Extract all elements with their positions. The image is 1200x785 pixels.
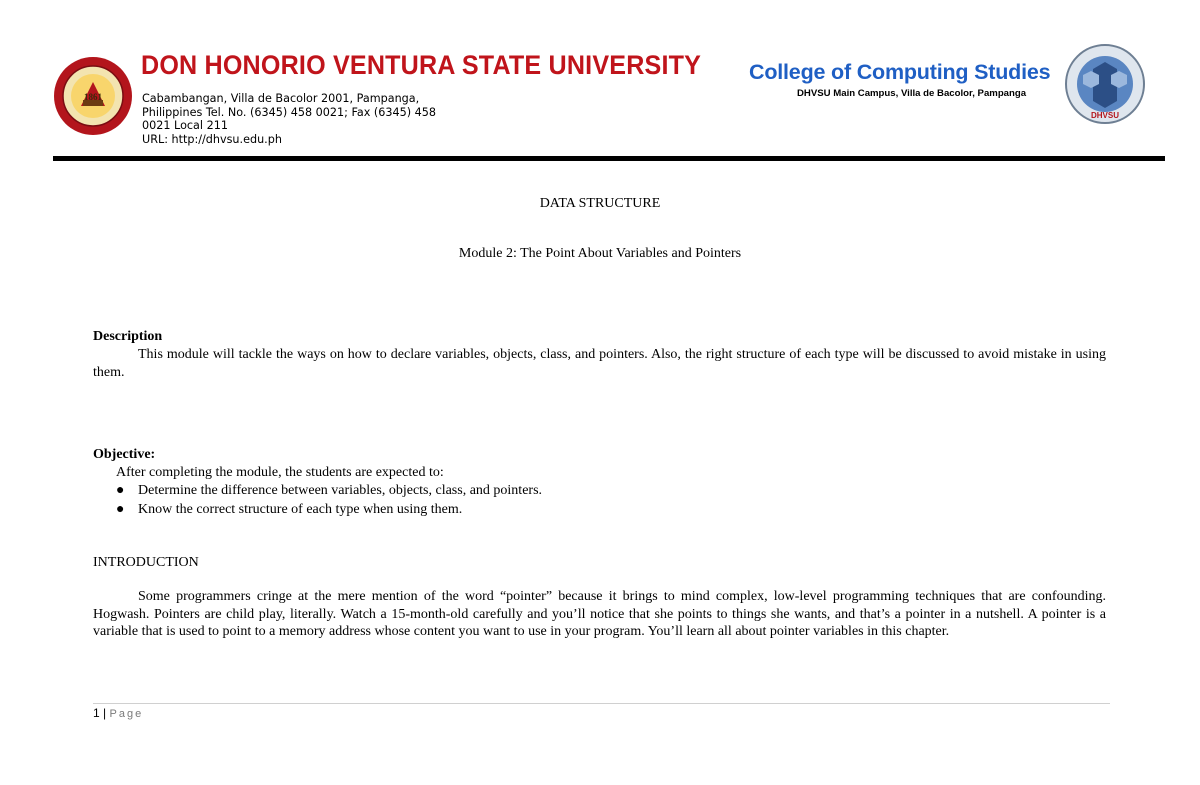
introduction-heading: INTRODUCTION [93, 555, 199, 570]
document-title: DATA STRUCTURE [539, 196, 661, 211]
footer-divider [93, 703, 1110, 704]
module-title: Module 2: The Point About Variables and Pointers [458, 246, 742, 261]
address-line: Philippines Tel. No. (6345) 458 0021; Fax (6345) 458 [142, 105, 437, 119]
bullet-icon: ● [116, 502, 125, 517]
objective-heading: Objective: [93, 447, 156, 462]
introduction-text: Some programmers cringe at the mere mention of the word “pointer” because it brings to mind complex, low-level programming techniques that are confounding. Hogwash. Pointers are child play, literally. Watch a 15-month-old carefully and you’ll notice that she points to things she wants, and that’s a pointer in a nutshell. A pointer is a variable that is used to point to a memory address whose content you want to use in your program. You’ll learn all about pointer variables in this chapter. [93, 589, 1106, 639]
objective-text: Know the correct structure of each type when using them. [138, 502, 463, 517]
address-line: 0021 Local 211 [142, 119, 228, 133]
footer-separator: | [103, 706, 107, 720]
description-text: This module will tackle the ways on how to declare variables, objects, class, and pointers. Also, the right structure of each type will be discussed to avoid mistake in using them. [93, 347, 1106, 380]
university-url[interactable]: URL: http://dhvsu.edu.ph [142, 132, 282, 146]
college-name: College of Computing Studies [749, 60, 1051, 84]
university-name: DON HONORIO VENTURA STATE UNIVERSITY [141, 50, 702, 80]
page-footer [93, 706, 143, 720]
objective-text: Determine the difference between variables, objects, class, and pointers. [138, 483, 543, 498]
objective-intro: After completing the module, the students are expected to: [116, 465, 444, 480]
campus-location: DHVSU Main Campus, Villa de Bacolor, Pampanga [797, 88, 1027, 99]
svg-text:1861: 1861 [84, 92, 102, 102]
svg-text:DHVSU: DHVSU [1090, 111, 1120, 120]
description-heading: Description [93, 329, 163, 344]
college-seal-logo [1062, 44, 1148, 124]
bullet-icon: ● [116, 483, 125, 498]
objective-item [116, 502, 462, 518]
university-address [142, 92, 472, 146]
page-number: 1 [93, 706, 100, 720]
page-label: Page [109, 708, 144, 720]
university-seal-logo [53, 56, 133, 136]
address-line: Cabambangan, Villa de Bacolor 2001, Pampanga, [142, 92, 420, 105]
objective-item [116, 483, 542, 499]
header-divider [53, 156, 1165, 161]
